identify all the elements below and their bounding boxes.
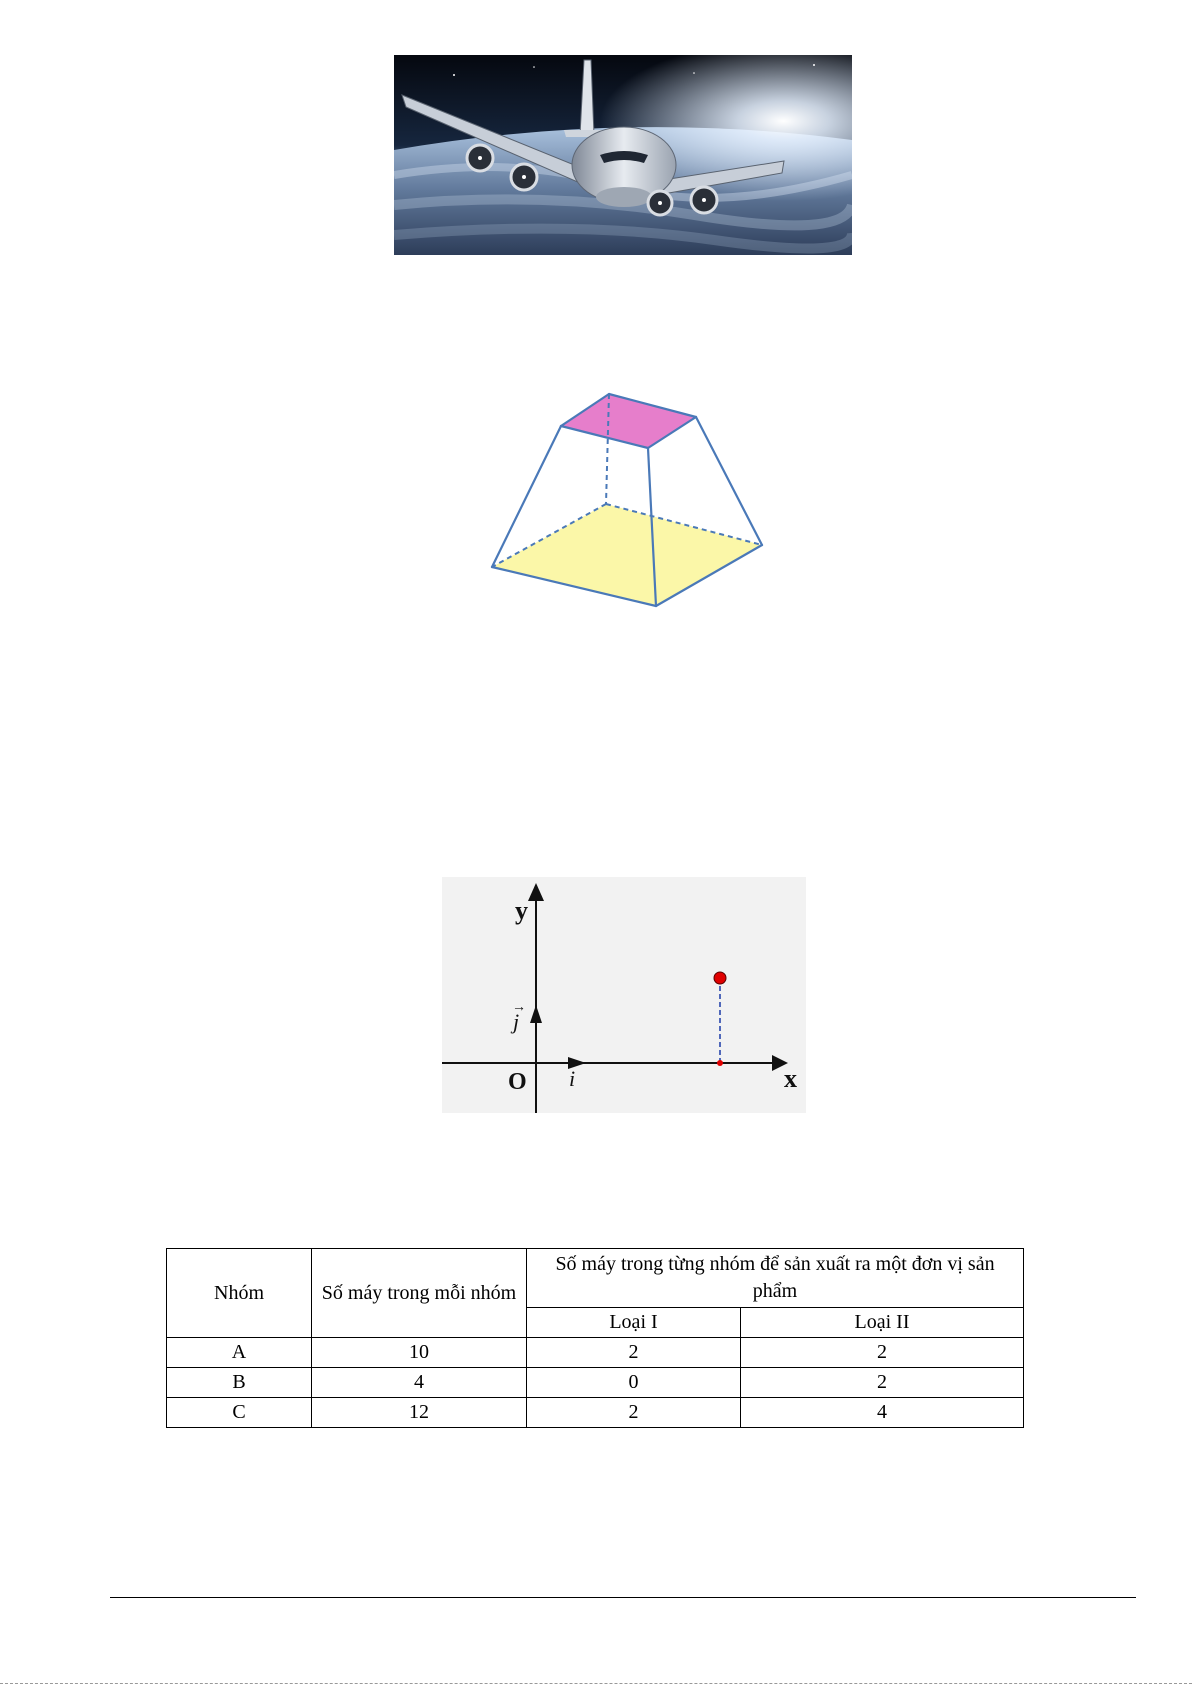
header-group: Nhóm xyxy=(167,1249,312,1338)
cell-group: A xyxy=(167,1338,312,1368)
x-axis-label: x xyxy=(784,1064,797,1093)
cell-group: B xyxy=(167,1368,312,1398)
header-machines-per-unit: Số máy trong từng nhóm để sản xuất ra một đơn vị sản phẩm xyxy=(527,1249,1024,1308)
cell-type-2: 4 xyxy=(741,1398,1024,1428)
frustum-diagram xyxy=(488,385,768,610)
footer-divider xyxy=(110,1597,1136,1598)
cell-machines: 4 xyxy=(312,1368,527,1398)
cell-type-1: 0 xyxy=(527,1368,741,1398)
frustum-top-face xyxy=(561,394,696,448)
unit-vector-j-arrow: → xyxy=(512,1000,526,1015)
cell-machines: 12 xyxy=(312,1398,527,1428)
cell-type-1: 2 xyxy=(527,1398,741,1428)
cell-type-2: 2 xyxy=(741,1368,1024,1398)
cell-machines: 10 xyxy=(312,1338,527,1368)
point-marker xyxy=(714,972,726,984)
coordinate-diagram xyxy=(442,877,806,1113)
frustum-bottom-face xyxy=(492,504,762,606)
unit-vector-j-label: j xyxy=(513,1009,520,1034)
airplane-image xyxy=(394,55,852,255)
machine-table xyxy=(166,1248,1024,1428)
table-row xyxy=(167,1338,1024,1368)
cell-type-1: 2 xyxy=(527,1338,741,1368)
header-type-1: Loại I xyxy=(527,1308,741,1338)
header-type-2: Loại II xyxy=(741,1308,1024,1338)
table-row xyxy=(167,1368,1024,1398)
cell-type-2: 2 xyxy=(741,1338,1024,1368)
page-bottom-edge xyxy=(0,1683,1192,1684)
table-row xyxy=(167,1398,1024,1428)
origin-label: O xyxy=(508,1069,527,1095)
y-axis-label: y xyxy=(515,896,528,925)
header-machines-per-group: Số máy trong mỗi nhóm xyxy=(312,1249,527,1338)
cell-group: C xyxy=(167,1398,312,1428)
unit-vector-i-label: i xyxy=(569,1066,576,1091)
projection-marker xyxy=(717,1060,723,1066)
